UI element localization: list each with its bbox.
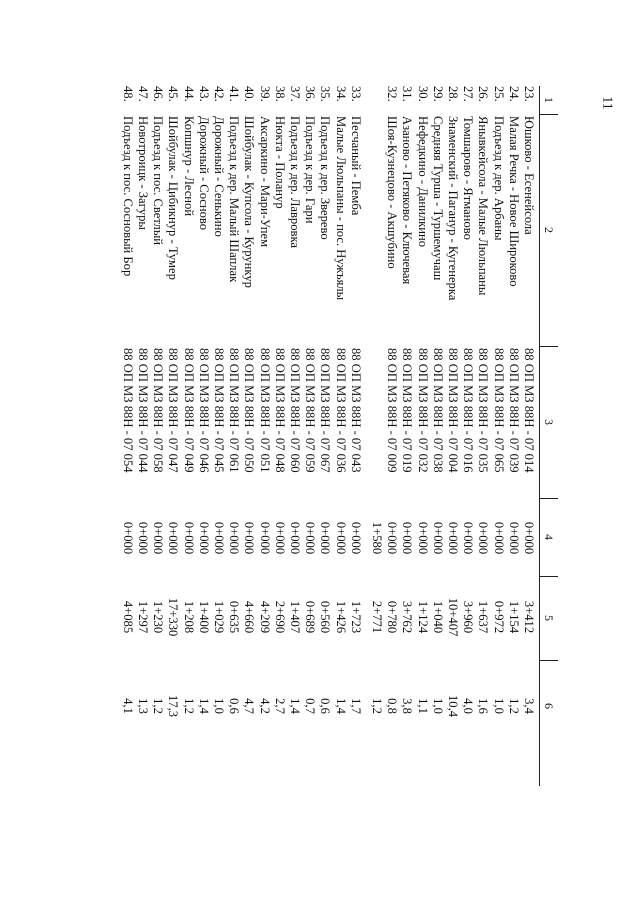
row-number: 34. xyxy=(333,86,348,102)
road-name: Подъезд к дер. Арбаны xyxy=(491,116,506,241)
road-name: Песчаный - Пемба xyxy=(348,116,363,216)
length-km: 1,0 xyxy=(491,698,506,714)
table-row xyxy=(460,86,475,786)
length-km: 4,1 xyxy=(120,698,135,714)
length-km: 10,4 xyxy=(446,694,460,718)
road-code: 88 ОП МЗ 88Н - 07 049 xyxy=(181,348,196,473)
end-km: 2+771 xyxy=(370,600,384,634)
start-km: 0+000 xyxy=(212,521,226,555)
end-km: 0+972 xyxy=(491,600,506,634)
road-code: 88 ОП МЗ 88Н - 07 036 xyxy=(333,348,348,473)
road-code: 88 ОП МЗ 88Н - 07 039 xyxy=(506,348,521,473)
road-name: Аксаркино - Мари-Упем xyxy=(257,116,272,248)
road-code: 88 ОП МЗ 88Н - 07 060 xyxy=(288,348,302,473)
start-km: 0+000 xyxy=(151,521,166,555)
end-km: 4+209 xyxy=(257,600,272,634)
length-km: 0,6 xyxy=(227,698,242,714)
road-code: 88 ОП МЗ 88Н - 07 058 xyxy=(151,348,166,473)
length-km: 1,0 xyxy=(430,698,445,714)
row-number: 24. xyxy=(506,86,521,102)
table-row xyxy=(211,86,226,786)
start-km: 0+000 xyxy=(166,521,181,555)
length-km: 4,0 xyxy=(461,698,476,714)
start-km: 0+000 xyxy=(136,521,150,555)
table-header xyxy=(539,86,558,786)
road-name: Томшарово - Ятманово xyxy=(461,116,476,240)
table-row xyxy=(399,86,414,786)
start-km: 0+000 xyxy=(227,521,242,555)
road-table xyxy=(120,86,558,786)
length-km: 1,2 xyxy=(151,698,166,714)
length-km: 0,6 xyxy=(318,698,333,714)
start-km: 0+000 xyxy=(333,521,348,555)
start-km: 0+000 xyxy=(120,521,135,555)
start-km: 0+000 xyxy=(242,521,257,555)
road-name: Нюкта - Поланур xyxy=(272,116,287,209)
road-name: Нефедкино - Данилкино xyxy=(415,116,430,248)
end-km: 1+154 xyxy=(506,600,521,634)
table-row xyxy=(180,86,195,786)
road-name: Шоя-Кузнецово - Акшубино xyxy=(385,116,400,269)
table-row xyxy=(150,86,165,786)
header-col-1: 1 xyxy=(542,97,556,103)
length-km: 0,8 xyxy=(385,698,400,714)
road-name: Подъезд к дер. Гари xyxy=(303,116,318,224)
end-km: 1+124 xyxy=(415,600,430,634)
table-row xyxy=(384,86,399,786)
start-km: 0+000 xyxy=(303,521,318,555)
length-km: 1,4 xyxy=(333,698,348,714)
road-code: 88 ОП МЗ 88Н - 07 016 xyxy=(461,348,476,473)
row-number: 37. xyxy=(288,86,302,102)
table-row xyxy=(241,86,256,786)
row-number: 42. xyxy=(212,86,226,102)
table-row xyxy=(196,86,211,786)
road-code: 88 ОП МЗ 88Н - 07 046 xyxy=(196,348,211,473)
road-name: Подъезд к дер. Зверево xyxy=(318,116,333,240)
end-km: 2+690 xyxy=(272,600,287,634)
row-number: 33. xyxy=(348,86,363,102)
start-km: 0+000 xyxy=(491,521,506,555)
end-km: 1+407 xyxy=(288,600,302,634)
header-col-3: 3 xyxy=(542,419,556,425)
table-row xyxy=(506,86,521,786)
table-row xyxy=(475,86,490,786)
start-km: 0+000 xyxy=(506,521,521,555)
end-km: 0+780 xyxy=(385,600,400,634)
end-km: 17+330 xyxy=(166,597,181,637)
row-number: 25. xyxy=(491,86,506,102)
road-name: Подъезд к дер. Лавровка xyxy=(288,116,302,248)
row-number: 23. xyxy=(522,86,536,102)
start-km: 0+000 xyxy=(348,521,363,555)
road-code: 88 ОП МЗ 88Н - 07 043 xyxy=(348,348,363,473)
length-km: 1,0 xyxy=(212,698,226,714)
table-row xyxy=(302,86,317,786)
end-km: 1+637 xyxy=(476,600,491,634)
road-code: 88 ОП МЗ 88Н - 07 051 xyxy=(257,348,272,473)
rotated-page-frame xyxy=(120,86,558,786)
end-km: 1+230 xyxy=(151,600,166,634)
length-km: 2,7 xyxy=(272,698,287,714)
header-col-2: 2 xyxy=(542,227,556,233)
header-col-6: 6 xyxy=(542,703,556,709)
length-km: 3,4 xyxy=(522,698,536,714)
start-km: 1+580 xyxy=(370,521,384,555)
road-name: Янывкейсола - Малые Люльпаны xyxy=(476,116,491,296)
road-code: 88 ОП МЗ 88Н - 07 004 xyxy=(446,348,460,473)
row-number: 38. xyxy=(272,86,287,102)
road-name: Подъезд к дер. Малый Шаплак xyxy=(227,116,242,283)
row-number: 36. xyxy=(303,86,318,102)
row-number: 48. xyxy=(120,86,135,102)
start-km: 0+000 xyxy=(446,521,460,555)
table-row xyxy=(414,86,429,786)
start-km: 0+000 xyxy=(181,521,196,555)
table-row xyxy=(317,86,332,786)
table-row xyxy=(256,86,271,786)
row-number: 30. xyxy=(415,86,430,102)
road-code: 88 ОП МЗ 88Н - 07 061 xyxy=(227,348,242,473)
start-km: 0+000 xyxy=(400,521,415,555)
start-km: 0+000 xyxy=(415,521,430,555)
road-code: 88 ОП МЗ 88Н - 07 065 xyxy=(491,348,506,473)
row-number: 39. xyxy=(257,86,272,102)
length-km: 4,7 xyxy=(242,698,257,714)
end-km: 1+029 xyxy=(212,600,226,634)
length-km: 1,2 xyxy=(370,698,384,714)
start-km: 0+000 xyxy=(196,521,211,555)
table-row xyxy=(165,86,180,786)
road-name: Средняя Турша - Туршемучаш xyxy=(430,116,445,281)
end-km: 1+208 xyxy=(181,600,196,634)
start-km: 0+000 xyxy=(318,521,333,555)
length-km: 1,1 xyxy=(415,698,430,714)
end-km: 3+762 xyxy=(400,600,415,634)
row-number: 43. xyxy=(196,86,211,102)
road-code: 88 ОП МЗ 88Н - 07 032 xyxy=(415,348,430,473)
table-row xyxy=(445,86,460,786)
end-km: 1+400 xyxy=(196,600,211,634)
road-code: 88 ОП МЗ 88Н - 07 047 xyxy=(166,348,181,473)
row-number: 29. xyxy=(430,86,445,102)
road-name: Подъезд к пос. Светлый xyxy=(151,116,166,246)
road-name: Азаново - Петяково - Ключевая xyxy=(400,116,415,285)
end-km: 3+960 xyxy=(461,600,476,634)
header-col-5: 5 xyxy=(542,615,556,621)
road-code: 88 ОП МЗ 88Н - 07 038 xyxy=(430,348,445,473)
end-km: 1+426 xyxy=(333,600,348,634)
end-km: 1+040 xyxy=(430,600,445,634)
road-code: 88 ОП МЗ 88Н - 07 048 xyxy=(272,348,287,473)
start-km: 0+000 xyxy=(272,521,287,555)
end-km: 0+635 xyxy=(227,600,242,634)
length-km: 1,4 xyxy=(196,698,211,714)
start-km: 0+000 xyxy=(522,521,536,555)
end-km: 1+723 xyxy=(348,600,363,634)
road-code: 88 ОП МЗ 88Н - 07 050 xyxy=(242,348,257,473)
start-km: 0+000 xyxy=(385,521,400,555)
road-name: Подъезд к пос. Сосновый Бор xyxy=(120,116,135,277)
row-number: 35. xyxy=(318,86,333,102)
length-km: 1,4 xyxy=(288,698,302,714)
row-number: 31. xyxy=(400,86,415,102)
row-number: 45. xyxy=(166,86,181,102)
length-km: 0,7 xyxy=(303,698,318,714)
end-km: 0+560 xyxy=(318,600,333,634)
row-number: 41. xyxy=(227,86,242,102)
road-code: 88 ОП МЗ 88Н - 07 059 xyxy=(303,348,318,473)
row-number: 46. xyxy=(151,86,166,102)
row-number: 26. xyxy=(476,86,491,102)
road-name: Дорожный - Сенькино xyxy=(212,116,226,237)
road-name: Дорожный - Сосново xyxy=(196,116,211,231)
row-number: 47. xyxy=(136,86,150,102)
length-km: 3,8 xyxy=(400,698,415,714)
row-number: 28. xyxy=(446,86,460,102)
page-number: 11 xyxy=(599,96,615,110)
end-km: 3+412 xyxy=(522,600,536,634)
road-name: Юшково - Есенейсола xyxy=(522,116,536,235)
road-code: 88 ОП МЗ 88Н - 07 044 xyxy=(136,348,150,473)
end-km: 4+660 xyxy=(242,600,257,634)
table-row xyxy=(369,86,384,786)
road-code: 88 ОП МЗ 88Н - 07 009 xyxy=(385,348,400,473)
road-name: Копшнур - Лесной xyxy=(181,116,196,217)
length-km: 1,6 xyxy=(476,698,491,714)
table-row xyxy=(521,86,536,786)
start-km: 0+000 xyxy=(288,521,302,555)
table-row xyxy=(332,86,347,786)
start-km: 0+000 xyxy=(461,521,476,555)
row-number: 27. xyxy=(461,86,476,102)
length-km: 17,3 xyxy=(166,694,181,718)
road-code: 88 ОП МЗ 88Н - 07 019 xyxy=(400,348,415,473)
road-name: Шойбулак - Купсола - Курункур xyxy=(242,116,257,288)
table-row xyxy=(120,86,135,786)
length-km: 4,2 xyxy=(257,698,272,714)
table-row xyxy=(490,86,505,786)
length-km: 1,7 xyxy=(348,698,363,714)
row-number: 32. xyxy=(385,86,400,102)
header-col-4: 4 xyxy=(542,534,556,540)
table-row xyxy=(272,86,287,786)
road-name: Малые Люльпаны - пос. Нужъялы xyxy=(333,116,348,301)
road-code: 88 ОП МЗ 88Н - 07 045 xyxy=(212,348,226,473)
end-km: 0+689 xyxy=(303,600,318,634)
road-name: Новотроицк - Загуры xyxy=(136,116,150,230)
table-row xyxy=(348,86,363,786)
road-code: 88 ОП МЗ 88Н - 07 067 xyxy=(318,348,333,473)
road-name: Шойбулак - Цибикнур - Тумер xyxy=(166,116,181,280)
length-km: 1,3 xyxy=(136,698,150,714)
length-km: 1,2 xyxy=(506,698,521,714)
length-km: 1,2 xyxy=(181,698,196,714)
row-number: 40. xyxy=(242,86,257,102)
start-km: 0+000 xyxy=(430,521,445,555)
table-row xyxy=(226,86,241,786)
road-code: 88 ОП МЗ 88Н - 07 054 xyxy=(120,348,135,473)
table-row xyxy=(430,86,445,786)
road-code: 88 ОП МЗ 88Н - 07 014 xyxy=(522,348,536,473)
end-km: 4+085 xyxy=(120,600,135,634)
end-km: 1+297 xyxy=(136,600,150,634)
table-row xyxy=(287,86,302,786)
table-row xyxy=(135,86,150,786)
road-code: 88 ОП МЗ 88Н - 07 035 xyxy=(476,348,491,473)
road-name: Знаменский - Пагануp - Кугенерка xyxy=(446,116,460,301)
start-km: 0+000 xyxy=(257,521,272,555)
road-name: Малая Речка - Новое Широково xyxy=(506,116,521,287)
start-km: 0+000 xyxy=(476,521,491,555)
end-km: 10+407 xyxy=(446,597,460,637)
row-number: 44. xyxy=(181,86,196,102)
